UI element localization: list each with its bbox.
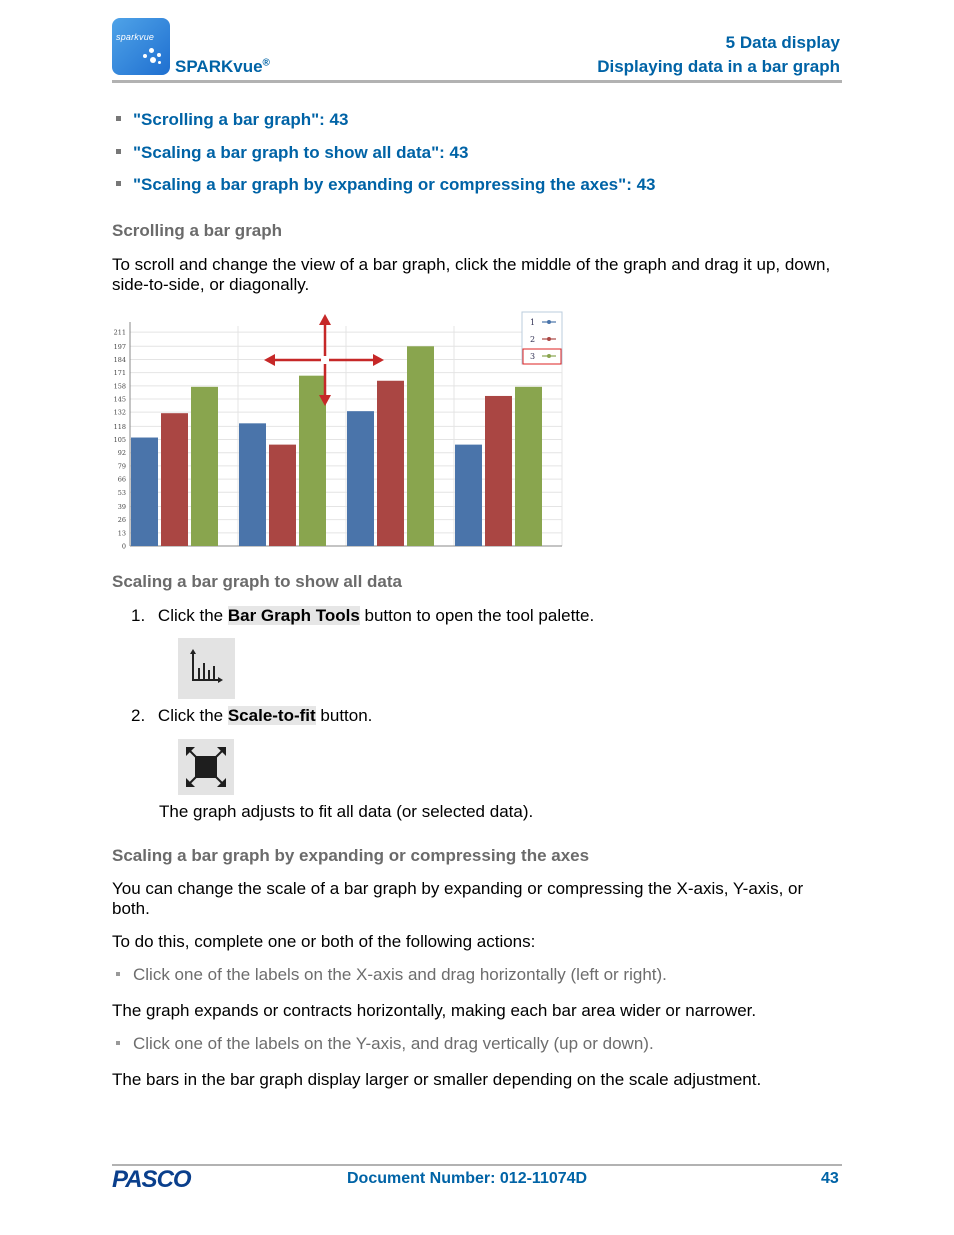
section-title: Displaying data in a bar graph: [597, 57, 840, 76]
legend-marker: [547, 354, 551, 358]
ui-term-bar-graph-tools: Bar Graph Tools: [227, 606, 360, 625]
y-tick-label: 92: [117, 449, 126, 458]
y-tick-label: 79: [117, 462, 126, 471]
bar-graph-tools-button[interactable]: [178, 638, 235, 699]
scale-to-fit-button[interactable]: [178, 739, 234, 795]
expand-p2: To do this, complete one or both of the following actions:: [112, 932, 536, 951]
y-tick-label: 105: [113, 436, 126, 445]
legend-label-1: 1: [530, 318, 536, 327]
arrow-head-left: [264, 354, 275, 366]
y-tick-label: 171: [113, 369, 126, 378]
y-tick-label: 66: [117, 475, 126, 484]
chapter-title: 5 Data display: [725, 33, 840, 52]
toc-link-text: "Scrolling a bar graph": 43: [133, 110, 349, 129]
expand-bullet-2: [116, 1034, 836, 1054]
section-heading-expand: Scaling a bar graph by expanding or compressing the axes: [112, 846, 590, 865]
step-text: button.: [315, 706, 373, 725]
step-text: Click the: [157, 606, 228, 625]
bullet-icon: [116, 116, 121, 121]
scrolling-body: To scroll and change the view of a bar graph, click the middle of the graph and drag it up, down, side-to-side, or diagonally.: [112, 255, 831, 294]
ui-term-scale-to-fit: Scale-to-fit: [227, 706, 316, 725]
scale-result: The graph adjusts to fit all data (or selected data).: [159, 802, 534, 821]
toc-link-text: "Scaling a bar graph by expanding or compressing the axes": 43: [133, 175, 656, 194]
bar-series-3-4: [515, 387, 542, 546]
y-tick-label: 132: [113, 408, 126, 417]
sparkvue-logo: [112, 18, 170, 75]
legend-marker: [547, 320, 551, 324]
bar-series-3-1: [191, 387, 218, 546]
bar-series-1-4: [455, 445, 482, 546]
logo-text: sparkvue: [116, 32, 155, 42]
registered-mark: ®: [262, 57, 270, 69]
step-number: 2.: [131, 706, 146, 725]
expand-bullet-1: [116, 965, 836, 985]
bar-series-1-3: [347, 411, 374, 546]
y-tick-label: 211: [113, 328, 126, 337]
logo-dots-icon: [143, 48, 163, 66]
y-tick-label: 158: [113, 382, 126, 391]
y-tick-label: 0: [121, 542, 126, 550]
step-text: button to open the tool palette.: [359, 606, 595, 625]
bar-series-2-2: [269, 445, 296, 546]
y-tick-label: 145: [113, 395, 126, 404]
scale-to-fit-icon: [178, 739, 234, 795]
y-tick-label: 13: [117, 529, 126, 538]
expand-p1: You can change the scale of a bar graph by expanding or compressing the X-axis, Y-axis, or both.: [112, 879, 804, 918]
step-2: [131, 706, 851, 726]
y-tick-label: 197: [113, 342, 126, 351]
bullet-icon: [116, 181, 121, 186]
bullet-icon: [116, 972, 120, 976]
bullet-text: Click one of the labels on the X-axis and drag horizontally (left or right).: [133, 965, 667, 984]
step-number: 1.: [131, 606, 146, 625]
expand-p3: The graph expands or contracts horizontally, making each bar area wider or narrower.: [112, 1001, 757, 1020]
bar-series-3-2: [299, 376, 326, 546]
y-tick-label: 118: [113, 422, 126, 431]
section-heading-scrolling: Scrolling a bar graph: [112, 221, 283, 240]
header-divider: [112, 80, 842, 83]
arrow-head-up: [319, 314, 331, 325]
legend-marker: [547, 337, 551, 341]
legend-label-2: 2: [530, 335, 536, 344]
section-heading-scale-all: Scaling a bar graph to show all data: [112, 572, 403, 591]
y-tick-label: 184: [113, 355, 126, 364]
toc-link-scale-all[interactable]: [116, 143, 468, 163]
bullet-icon: [116, 1041, 120, 1045]
y-tick-label: 39: [117, 502, 126, 511]
bar-series-2-1: [161, 413, 188, 546]
y-tick-label: 53: [117, 488, 126, 497]
bar-series-1-2: [239, 423, 266, 546]
legend-label-3: 3: [530, 352, 536, 361]
bullet-text: Click one of the labels on the Y-axis, and drag vertically (up or down).: [133, 1034, 654, 1053]
bar-graph-chart[interactable]: [110, 310, 570, 550]
bullet-icon: [116, 149, 121, 154]
bar-series-3-3: [407, 346, 434, 546]
bar-series-2-4: [485, 396, 512, 546]
drag-center: [321, 356, 329, 364]
brand-text: SPARKvue: [175, 57, 263, 76]
document-number: Document Number: 012-11074D: [347, 1170, 588, 1187]
toc-link-expand[interactable]: [116, 175, 656, 195]
toc-link-text: "Scaling a bar graph to show all data": 43: [133, 143, 469, 162]
footer-divider: [112, 1164, 842, 1166]
brand-name: [175, 57, 270, 77]
y-tick-label: 26: [117, 516, 126, 525]
step-1: [131, 606, 851, 626]
step-text: Click the: [157, 706, 228, 725]
page-number: 43: [821, 1170, 839, 1187]
arrow-head-right: [373, 354, 384, 366]
bar-graph-tools-icon: [178, 638, 235, 699]
bar-series-1-1: [131, 438, 158, 546]
bar-series-2-3: [377, 381, 404, 546]
expand-p4: The bars in the bar graph display larger or smaller depending on the scale adjustment.: [112, 1070, 762, 1089]
toc-link-scrolling[interactable]: [116, 110, 348, 130]
pasco-logo: PASCO: [112, 1166, 191, 1193]
